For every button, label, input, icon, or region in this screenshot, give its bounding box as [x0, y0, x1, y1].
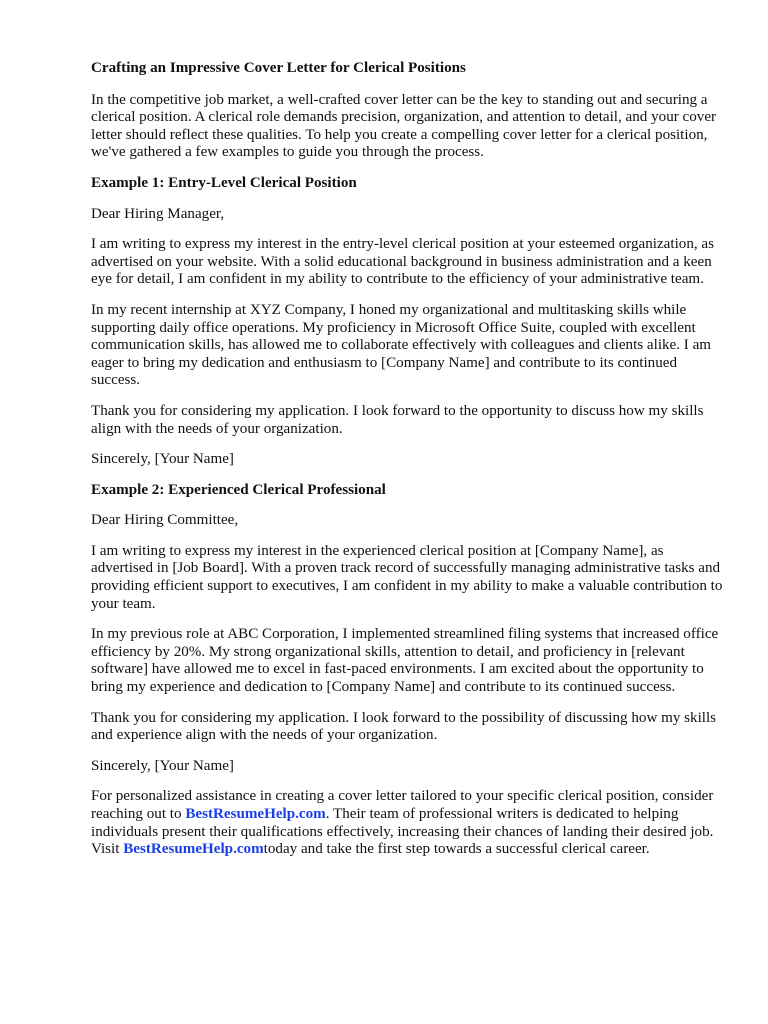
footer-paragraph [91, 788, 723, 858]
bestresumehelp-link-1[interactable]: BestResumeHelp.com [185, 806, 326, 822]
intro-paragraph: In the competitive job market, a well-crafted cover letter can be the key to standing out and securing a clerical position. A clerical role demands precision, organization, and attention to detail, and your cover letter should reflect these qualities. To help you create a compelling cover letter for a clerical position, we've gathered a few examples to guide you through the process. [91, 91, 717, 161]
example1-heading: Example 1: Entry-Level Clerical Position [91, 174, 357, 191]
document-title: Crafting an Impressive Cover Letter for Clerical Positions [91, 60, 466, 76]
example1-paragraph-2: In my recent internship at XYZ Company, I honed my organizational and multitasking skills while supporting daily office operations. My proficiency in Microsoft Office Suite, coupled with excellent communication skills, has allowed me to collaborate effectively with colleagues and clients alike. I am eager to bring my dedication and enthusiasm to [Company Name] and contribute to its continued success. [91, 301, 712, 389]
example2-closing: Sincerely, [Your Name] [91, 757, 234, 774]
footer-text-3: today and take the first step towards a successful clerical career. [263, 841, 650, 858]
example1-paragraph-1: I am writing to express my interest in the entry-level clerical position at your esteemed organization, as advertised on your website. With a solid educational background in business administration and a keen eye for detail, I am confident in my ability to contribute to the efficiency of your administrative team. [91, 236, 714, 288]
document-page [91, 60, 723, 872]
example1-closing: Sincerely, [Your Name] [91, 451, 234, 468]
example2-paragraph-3: Thank you for considering my application. I look forward to the possibility of discussing how my skills and experience align with the needs of your organization. [91, 709, 717, 744]
example2-heading: Example 2: Experienced Clerical Professional [91, 481, 386, 498]
example2-paragraph-2: In my previous role at ABC Corporation, I implemented streamlined filing systems that increased office efficiency by 20%. My strong organizational skills, attention to detail, and proficiency in [relevant software] have allowed me to excel in fast-paced environments. I am excited about the opportunity to bring my experience and dedication to [Company Name] and contribute to its continued success. [91, 626, 719, 696]
example1-salutation: Dear Hiring Manager, [91, 205, 225, 222]
footer-text-1: For personalized assistance in creating a cover letter tailored to your specific clerical position, consider reaching out to [91, 788, 714, 822]
example2-salutation: Dear Hiring Committee, [91, 512, 239, 529]
footer-text-2: . Their team of professional writers is dedicated to helping individuals present their qualifications effectively, increasing their chances of landing their desired job. Visit [91, 806, 714, 858]
example2-paragraph-1: I am writing to express my interest in the experienced clerical position at [Company Name], as advertised in [Job Board]. With a proven track record of successfully managing administrative tasks and providing efficient support to executives, I am confident in my ability to make a valuable contribution to your team. [91, 542, 723, 612]
bestresumehelp-link-2[interactable]: BestResumeHelp.com [123, 841, 264, 858]
example1-paragraph-3: Thank you for considering my application. I look forward to the opportunity to discuss how my skills align with the needs of your organization. [91, 402, 704, 437]
